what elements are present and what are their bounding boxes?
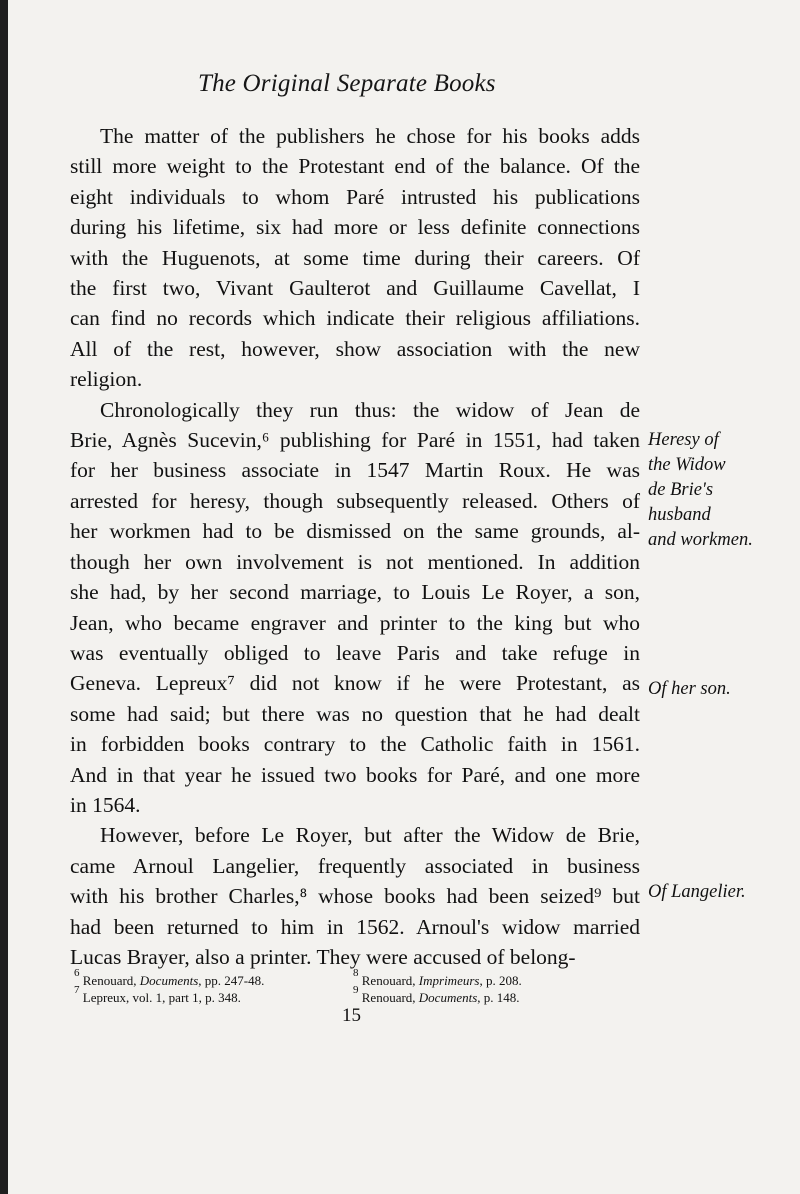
- margin-note-line: Of her son.: [648, 679, 731, 699]
- text-line: However, before Le Royer, but after the Widow de Brie,: [100, 823, 640, 848]
- margin-note-line: the Widow: [648, 455, 726, 475]
- text-line: for her business associate in 1547 Martin Roux. He was: [70, 458, 640, 483]
- footnote-6: $^6$ Renouard, Documents, pp. 247-48.: [74, 967, 265, 988]
- show-through-text: [568, 80, 573, 101]
- footnote-9: $^9$ Renouard, Documents, p. 148.: [353, 984, 520, 1005]
- text-line: some had said; but there was no question that he had dealt: [70, 701, 640, 726]
- margin-note-line: husband: [648, 505, 711, 525]
- book-page: [8, 0, 800, 1194]
- margin-note-langelier: [648, 880, 746, 905]
- text-line: in 1564.: [70, 792, 141, 817]
- margin-note-heresy: [648, 428, 753, 553]
- text-line: she had, by her second marriage, to Louis Le Royer, a son,: [70, 580, 640, 605]
- margin-note-son: [648, 677, 731, 702]
- paragraph: [70, 820, 640, 972]
- text-line: can find no records which indicate their religious affiliations.: [70, 306, 640, 331]
- text-line: still more weight to the Protestant end of the balance. Of the: [70, 154, 640, 179]
- text-line: had been returned to him in 1562. Arnoul's widow married: [70, 914, 640, 939]
- text-line: though her own involvement is not mentioned. In addition: [70, 549, 640, 574]
- footnotes-left: [74, 967, 265, 1006]
- paragraph: [70, 121, 640, 395]
- margin-note-line: and workmen.: [648, 530, 753, 550]
- margin-note-line: Of Langelier.: [648, 882, 746, 902]
- text-line: All of the rest, however, show association with the new: [70, 336, 640, 361]
- text-line: arrested for heresy, though subsequently released. Others of: [70, 488, 640, 513]
- text-line: Jean, who became engraver and printer to the king but who: [70, 610, 640, 635]
- margin-note-line: de Brie's: [648, 480, 714, 500]
- footnote-8: $^8$ Renouard, Imprimeurs, p. 208.: [353, 967, 522, 988]
- text-line: Geneva. Lepreux⁷ did not know if he were Protestant, as: [70, 671, 640, 696]
- text-line: with the Huguenots, at some time during their careers. Of: [70, 245, 640, 270]
- text-line: in forbidden books contrary to the Catholic faith in 1561.: [70, 732, 640, 757]
- text-line: Brie, Agnès Sucevin,⁶ publishing for Paré in 1551, had taken: [70, 428, 640, 453]
- text-line: religion.: [70, 367, 143, 392]
- margin-note-line: Heresy of: [648, 430, 719, 450]
- text-line: Chronologically they run thus: the widow of Jean de: [100, 397, 640, 422]
- text-line: her workmen had to be dismissed on the same grounds, al-: [70, 519, 640, 544]
- text-line: The matter of the publishers he chose for his books adds: [100, 124, 640, 148]
- text-line: during his lifetime, six had more or less definite connections: [70, 215, 640, 240]
- text-line: with his brother Charles,⁸ whose books had been seized⁹ but: [70, 884, 640, 909]
- text-line: was eventually obliged to leave Paris and take refuge in: [70, 640, 640, 665]
- text-line: the first two, Vivant Gaulterot and Guillaume Cavellat, I: [70, 276, 640, 301]
- text-line: came Arnoul Langelier, frequently associated in business: [70, 853, 640, 878]
- running-head: The Original Separate Books: [198, 70, 496, 97]
- body-text: [70, 121, 640, 972]
- page-number: 15: [342, 1005, 361, 1026]
- footnotes-right: [353, 967, 522, 1006]
- text-line: And in that year he issued two books for Paré, and one more: [70, 762, 640, 787]
- text-line: Lucas Brayer, also a printer. They were accused of belong-: [70, 944, 576, 969]
- text-line: eight individuals to whom Paré intrusted his publications: [70, 184, 640, 209]
- paragraph: [70, 395, 640, 821]
- footnote-7: $^7$ Lepreux, vol. 1, part 1, p. 348.: [74, 984, 241, 1005]
